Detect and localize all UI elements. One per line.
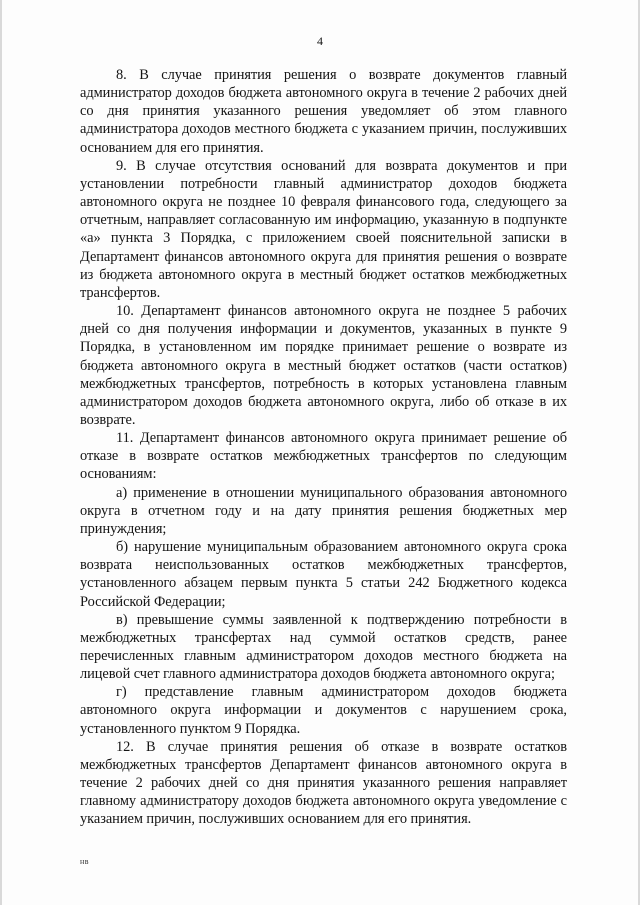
paragraph-11-item-v: в) превышение суммы заявленной к подтверждению потребности в межбюджетных трансфертах над суммой остатков средств, ранее перечисленных главным администратором доходов местного бюджета на лицевой счет главного администратора доходов бюджета автономного округа; xyxy=(80,611,567,683)
paragraph-8: 8. В случае принятия решения о возврате документов главный администратор доходов бюджета автономного округа в течение 2 рабочих дней со дня принятия указанного решения уведомляет об этом главного администратора доходов местного бюджета с указанием причин, послуживших основанием для его принятия. xyxy=(80,67,567,156)
paragraph-11-item-b: б) нарушение муниципальным образованием автономного округа срока возврата неиспользованных остатков межбюджетных трансфертов, установленного абзацем первым пункта 5 статьи 242 Бюджетного кодекса Российской Федерации; xyxy=(80,539,567,610)
footer-initials: нв xyxy=(80,857,90,866)
paragraph-11: 11. Департамент финансов автономного округа принимает решение об отказе в возврате остатков межбюджетных трансфертов по следующим основаниям: xyxy=(80,430,567,483)
document-body xyxy=(80,66,567,829)
paragraph-11-item-g: г) представление главным администратором доходов бюджета автономного округа информации и документов с нарушением срока, установленного пунктом 9 Порядка. xyxy=(80,684,567,737)
paragraph-9: 9. В случае отсутствия оснований для возврата документов и при установлении потребности главный администратор доходов бюджета автономного округа не позднее 10 февраля финансового года, следующего за отчетным, направляет согласованную им информацию, указанную в подпункте «а» пункта 3 Порядка, с приложением своей пояснительной записки в Департамент финансов автономного округа для принятия решения о возврате из бюджета автономного округа в местный бюджет остатков межбюджетных трансфертов. xyxy=(80,157,567,301)
paragraph-12: 12. В случае принятия решения об отказе в возврате остатков межбюджетных трансфертов Департамент финансов автономного округа в течение 2 рабочих дней со дня принятия указанного решения направляет главному администратору доходов бюджета автономного округа уведомление с указанием причин, послуживших основанием для его принятия. xyxy=(80,738,567,828)
scan-edge-left xyxy=(0,0,2,905)
paragraph-11-item-a: а) применение в отношении муниципального образования автономного округа в отчетном году и на дату принятия решения бюджетных мер принуждения; xyxy=(80,484,567,537)
paragraph-10: 10. Департамент финансов автономного округа не позднее 5 рабочих дней со дня получения информации и документов, указанных в пункте 9 Порядка, в установленном им порядке принимает решение о возврате из бюджета автономного округа в местный бюджет остатков (части остатков) межбюджетных трансфертов, потребность в которых установлена главным администратором доходов бюджета автономного округа, либо об отказе в их возврате. xyxy=(80,303,567,428)
page-number: 4 xyxy=(317,34,323,48)
